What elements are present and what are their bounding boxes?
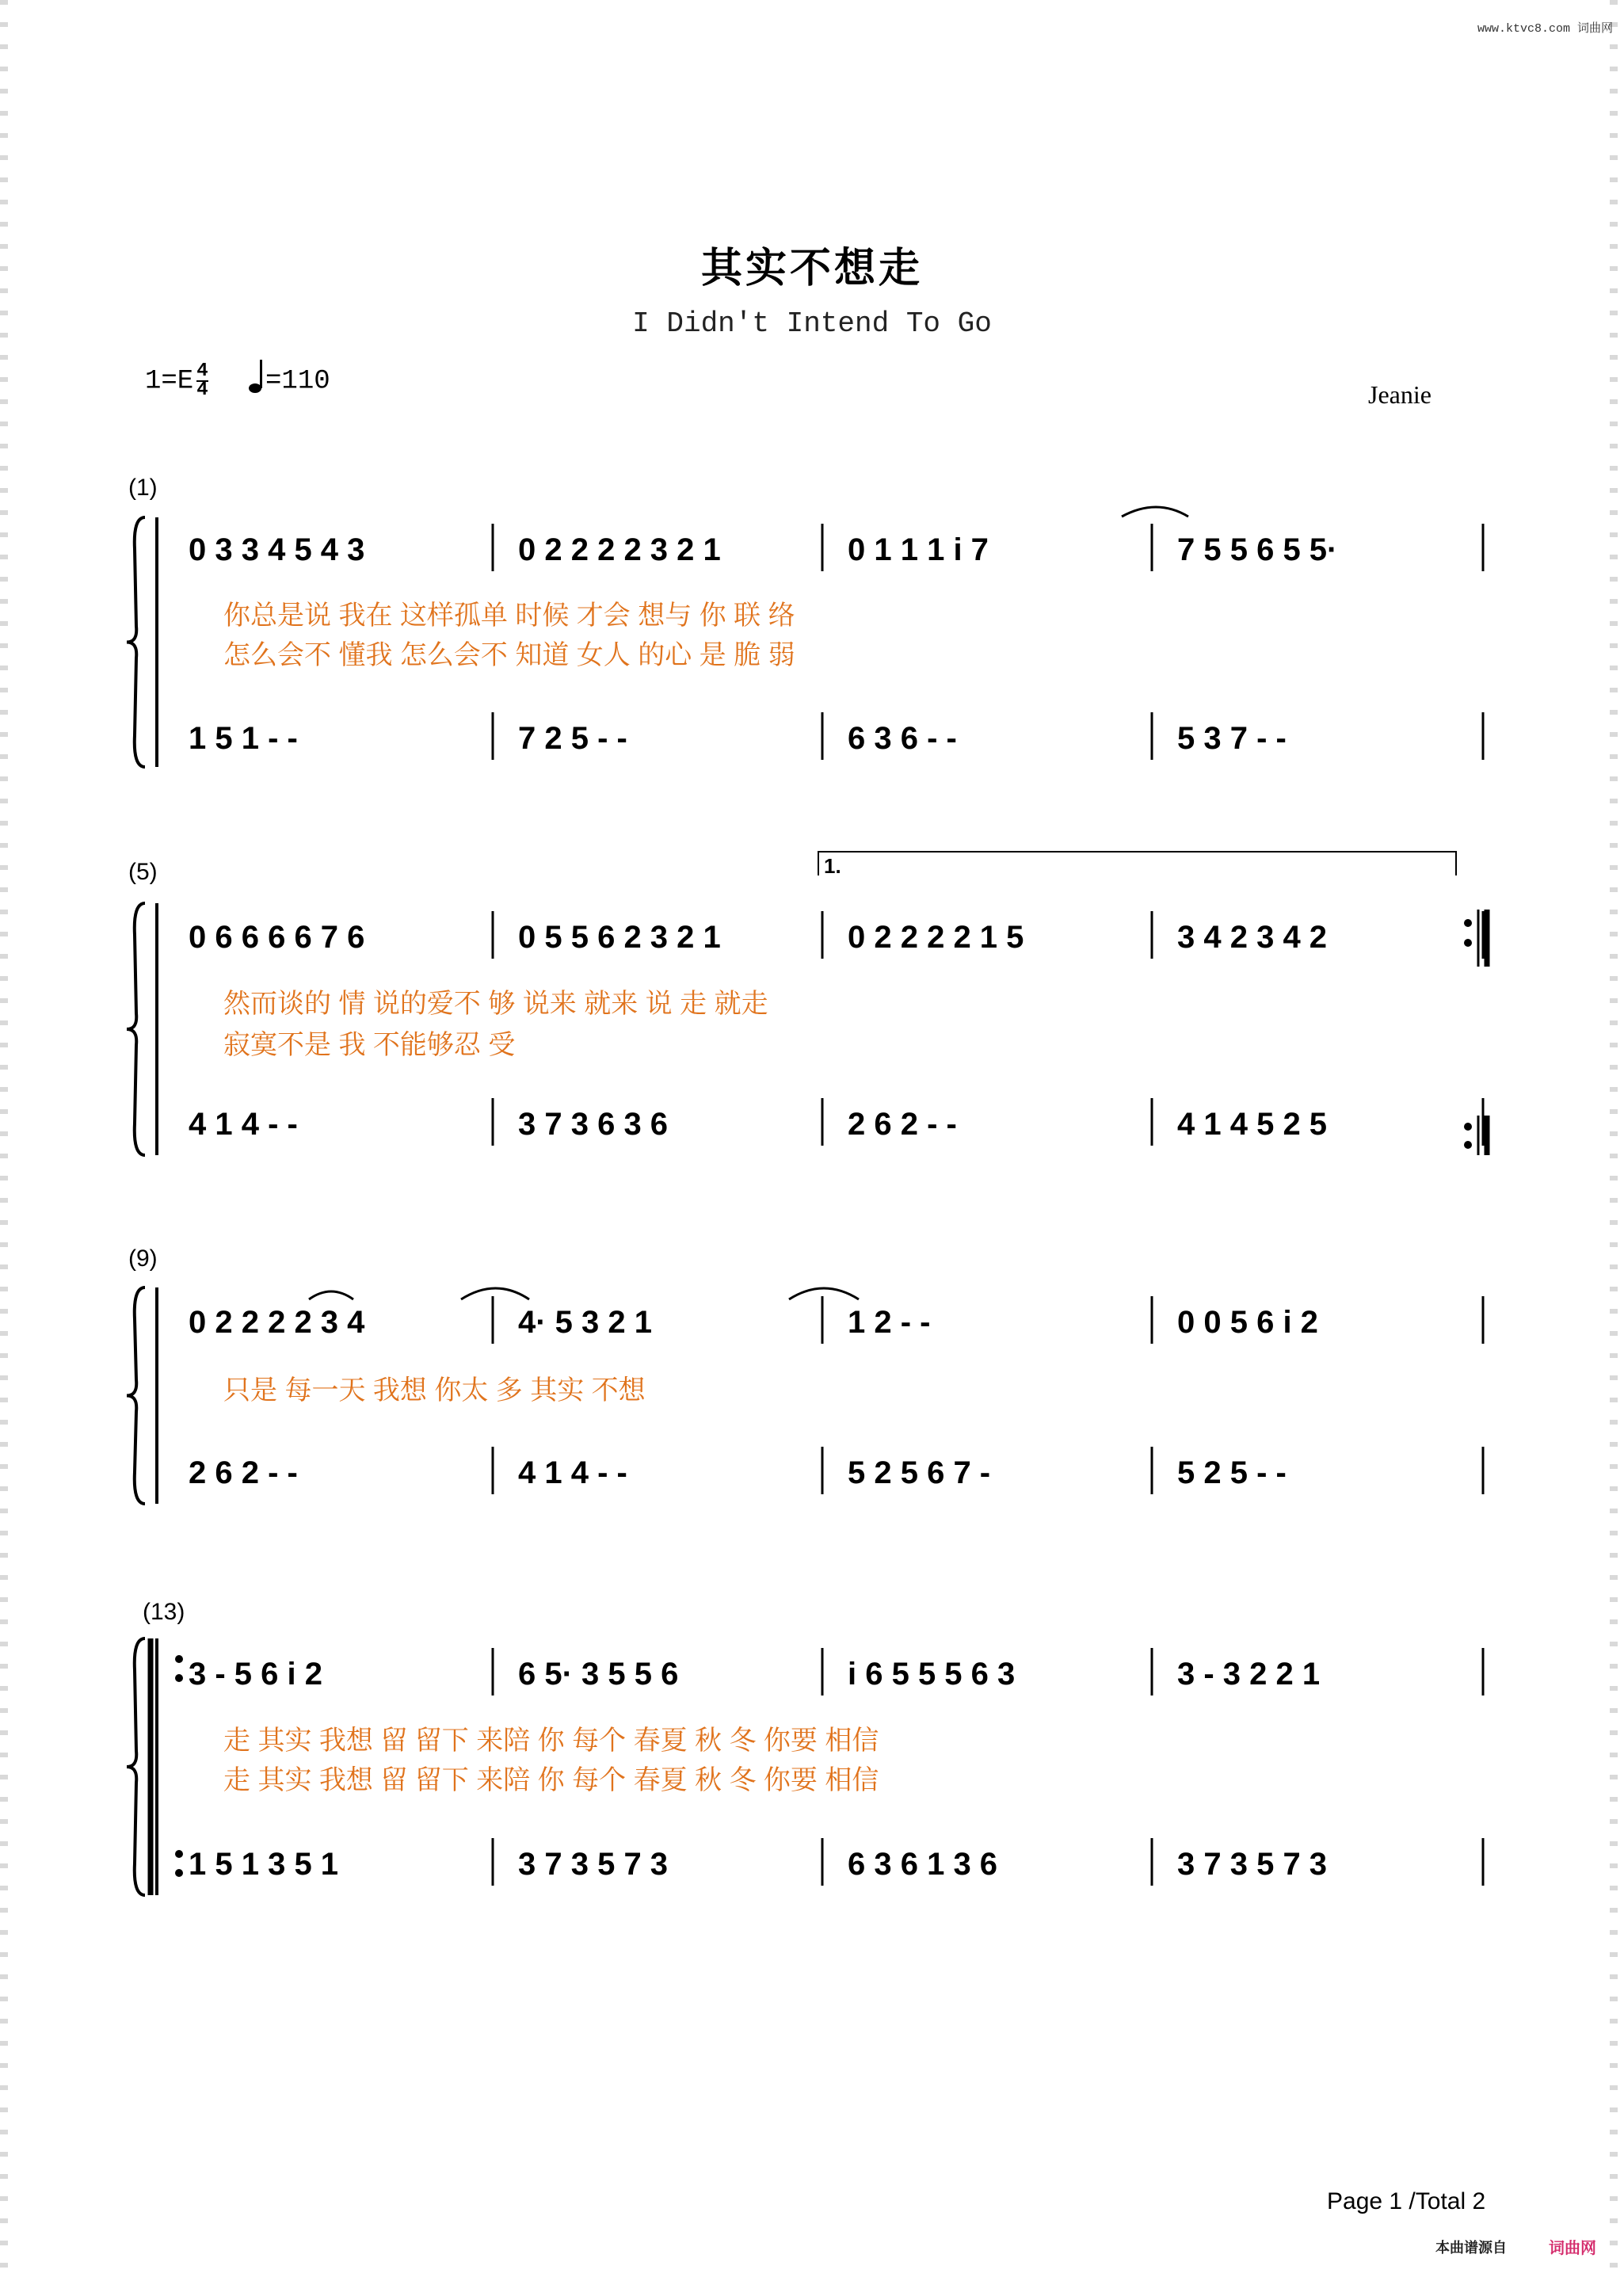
measure-number: (5) [128,859,158,885]
repeat-dot [1464,939,1472,947]
lyrics-line-1: 只是 每一天 我想 你太 多 其实 不想 [223,1375,646,1406]
lyrics-line-1: 然而谈的 情 说的爱不 够 说来 就来 说 走 就走 [223,989,768,1019]
bass-measure: 6 3 6 - - [848,721,957,756]
song-title: 其实不想走 [700,244,923,292]
repeat-dot [1464,919,1472,927]
melody-measure: 0 2 2 2 2 1 5 [848,920,1024,955]
tie [789,1288,859,1299]
lyrics-line-1: 你总是说 我在 这样孤单 时候 才会 想与 你 联 络 [223,601,795,631]
bass-measure: 3 7 3 5 7 3 [1177,1847,1328,1882]
bass-measure: 5 3 7 - - [1177,721,1287,756]
page-indicator: Page 1 /Total 2 [1327,2188,1486,2214]
bass-measure: 1 5 1 3 5 1 [189,1847,339,1882]
lyrics-line-2: 走 其实 我想 留 留下 来陪 你 每个 春夏 秋 冬 你要 相信 [223,1765,879,1795]
bass-measure: 2 6 2 - - [189,1455,298,1490]
melody-measure: 0 2 2 2 2 3 4 [189,1305,365,1340]
tie [309,1291,353,1299]
melody-measure: 0 2 2 2 2 3 2 1 [518,532,721,567]
bass-measure: 4 1 4 5 2 5 [1177,1107,1328,1142]
repeat-dot [175,1674,183,1682]
melody-measure: 3 4 2 3 4 2 [1177,920,1328,955]
source-logo: 词曲网 [1549,2238,1596,2257]
bass-measure: 6 3 6 1 3 6 [848,1847,998,1882]
repeat-dot [175,1850,183,1858]
bass-measure: 3 7 3 6 3 6 [518,1107,669,1142]
repeat-dot [175,1869,183,1877]
tie [1122,507,1188,517]
volta-label: 1. [824,854,841,878]
time-sig-top: 4 [196,360,208,382]
melody-measure: 0 3 3 4 5 4 3 [189,532,365,567]
bass-measure: 5 2 5 - - [1177,1455,1287,1490]
measure-number: (1) [128,475,158,501]
system-brace [127,1638,145,1895]
melody-measure: i 6 5 5 5 6 3 [848,1657,1016,1692]
system-brace [127,517,145,767]
bass-measure: 7 2 5 - - [518,721,627,756]
lyrics-line-1: 走 其实 我想 留 留下 来陪 你 每个 春夏 秋 冬 你要 相信 [223,1726,879,1756]
melody-measure: 3 - 5 6 i 2 [189,1657,322,1692]
bass-measure: 4 1 4 - - [518,1455,627,1490]
composer: Jeanie [1368,380,1431,409]
melody-measure: 6 5· 3 5 5 6 [518,1657,679,1692]
bass-measure: 4 1 4 - - [189,1107,298,1142]
lyrics-line-2: 寂寞不是 我 不能够忍 受 [223,1030,516,1060]
melody-measure: 3 - 3 2 2 1 [1177,1657,1321,1692]
melody-measure: 7 5 5 6 5 5· [1177,532,1338,567]
repeat-dot [1464,1123,1472,1131]
measure-number: (9) [128,1245,158,1272]
repeat-dot [1464,1141,1472,1149]
repeat-dot [175,1655,183,1663]
lyrics-line-2: 怎么会不 懂我 怎么会不 知道 女人 的心 是 脆 弱 [223,640,795,670]
melody-measure: 0 6 6 6 6 7 6 [189,920,365,955]
melody-measure: 0 0 5 6 i 2 [1177,1305,1318,1340]
bass-measure: 1 5 1 - - [189,721,298,756]
system-brace [127,1287,145,1504]
melody-measure: 0 1 1 1 i 7 [848,532,989,567]
system-brace [127,903,145,1155]
melody-measure: 1 2 - - [848,1305,931,1340]
key-signature: 1=E [145,366,194,397]
site-watermark: www.ktvc8.com 词曲网 [1477,22,1614,36]
bass-measure: 5 2 5 6 7 - [848,1455,991,1490]
measure-number: (13) [143,1599,185,1625]
time-sig-bottom: 4 [196,379,208,401]
tempo-value: =110 [265,366,330,397]
melody-measure: 0 5 5 6 2 3 2 1 [518,920,721,955]
tie [461,1288,529,1299]
source-label: 本曲谱源自 [1435,2240,1507,2256]
volta-bracket [818,852,1456,875]
bass-measure: 2 6 2 - - [848,1107,957,1142]
melody-measure: 4· 5 3 2 1 [518,1305,653,1340]
song-subtitle: I Didn't Intend To Go [632,307,992,340]
bass-measure: 3 7 3 5 7 3 [518,1847,669,1882]
